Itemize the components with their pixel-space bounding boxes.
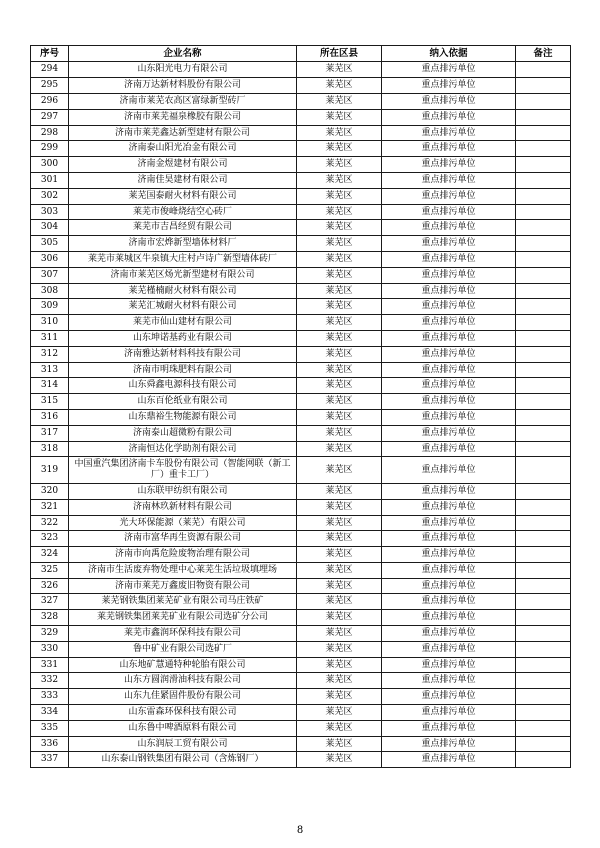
cell-inclusion-basis: 重点排污单位 [382,109,516,125]
cell-district: 莱芜区 [297,483,382,499]
cell-serial-number: 325 [31,562,69,578]
cell-company-name: 济南恒达化学助剂有限公司 [69,441,297,457]
cell-inclusion-basis: 重点排污单位 [382,362,516,378]
cell-inclusion-basis: 重点排污单位 [382,594,516,610]
cell-serial-number: 327 [31,594,69,610]
cell-inclusion-basis: 重点排污单位 [382,378,516,394]
cell-district: 莱芜区 [297,141,382,157]
cell-inclusion-basis: 重点排污单位 [382,78,516,94]
cell-inclusion-basis: 重点排污单位 [382,236,516,252]
cell-district: 莱芜区 [297,641,382,657]
cell-inclusion-basis: 重点排污单位 [382,267,516,283]
cell-district: 莱芜区 [297,457,382,484]
table-row [31,441,571,457]
cell-district: 莱芜区 [297,62,382,78]
cell-district: 莱芜区 [297,578,382,594]
cell-company-name: 济南市向禹危险废物治理有限公司 [69,547,297,563]
cell-company-name: 山东九佳紧固件股份有限公司 [69,689,297,705]
cell-remarks [516,62,571,78]
cell-inclusion-basis: 重点排污单位 [382,705,516,721]
cell-inclusion-basis: 重点排污单位 [382,330,516,346]
table-row [31,141,571,157]
cell-remarks [516,125,571,141]
cell-inclusion-basis: 重点排污单位 [382,562,516,578]
cell-remarks [516,531,571,547]
cell-remarks [516,236,571,252]
cell-company-name: 济南雅达新材料科技有限公司 [69,346,297,362]
cell-remarks [516,394,571,410]
table-row [31,425,571,441]
cell-inclusion-basis: 重点排污单位 [382,578,516,594]
cell-district: 莱芜区 [297,594,382,610]
cell-company-name: 山东雷森环保科技有限公司 [69,705,297,721]
cell-remarks [516,499,571,515]
cell-inclusion-basis: 重点排污单位 [382,299,516,315]
cell-remarks [516,93,571,109]
cell-remarks [516,362,571,378]
cell-district: 莱芜区 [297,346,382,362]
company-table-body [31,62,571,768]
cell-remarks [516,346,571,362]
header-company-name: 企业名称 [69,46,297,62]
table-row [31,299,571,315]
table-row [31,251,571,267]
table-row [31,236,571,252]
cell-company-name: 山东鲁中啤酒原料有限公司 [69,720,297,736]
cell-remarks [516,330,571,346]
cell-company-name: 莱芜国泰耐火材料有限公司 [69,188,297,204]
cell-company-name: 山东方圆润滑油科技有限公司 [69,673,297,689]
cell-company-name: 山东联甲纺织有限公司 [69,483,297,499]
cell-district: 莱芜区 [297,93,382,109]
header-row [31,46,571,62]
cell-serial-number: 333 [31,689,69,705]
table-row [31,78,571,94]
company-table-container [30,45,570,768]
cell-serial-number: 319 [31,457,69,484]
table-row [31,752,571,768]
cell-serial-number: 330 [31,641,69,657]
cell-serial-number: 335 [31,720,69,736]
cell-company-name: 济南市生活废弃物处理中心莱芜生活垃圾填埋场 [69,562,297,578]
cell-district: 莱芜区 [297,720,382,736]
table-row [31,220,571,236]
header-remarks: 备注 [516,46,571,62]
table-row [31,610,571,626]
cell-remarks [516,425,571,441]
cell-remarks [516,157,571,173]
cell-serial-number: 308 [31,283,69,299]
cell-inclusion-basis: 重点排污单位 [382,62,516,78]
cell-inclusion-basis: 重点排污单位 [382,346,516,362]
cell-remarks [516,483,571,499]
cell-serial-number: 297 [31,109,69,125]
cell-district: 莱芜区 [297,157,382,173]
cell-district: 莱芜区 [297,562,382,578]
cell-remarks [516,315,571,331]
cell-district: 莱芜区 [297,673,382,689]
cell-company-name: 光大环保能源（莱芜）有限公司 [69,515,297,531]
cell-serial-number: 332 [31,673,69,689]
cell-company-name: 山东鼎裕生物能源有限公司 [69,409,297,425]
cell-inclusion-basis: 重点排污单位 [382,752,516,768]
cell-serial-number: 326 [31,578,69,594]
cell-inclusion-basis: 重点排污单位 [382,283,516,299]
cell-serial-number: 337 [31,752,69,768]
cell-district: 莱芜区 [297,251,382,267]
table-row [31,720,571,736]
cell-district: 莱芜区 [297,378,382,394]
cell-serial-number: 336 [31,736,69,752]
table-row [31,499,571,515]
table-row [31,515,571,531]
table-row [31,409,571,425]
cell-remarks [516,378,571,394]
table-row [31,657,571,673]
cell-remarks [516,78,571,94]
cell-company-name: 山东阳光电力有限公司 [69,62,297,78]
cell-inclusion-basis: 重点排污单位 [382,673,516,689]
table-row [31,315,571,331]
table-row [31,562,571,578]
cell-inclusion-basis: 重点排污单位 [382,531,516,547]
cell-inclusion-basis: 重点排污单位 [382,499,516,515]
cell-serial-number: 309 [31,299,69,315]
table-row [31,483,571,499]
cell-company-name: 莱芜市吉昌经贸有限公司 [69,220,297,236]
cell-company-name: 济南林玖新材料有限公司 [69,499,297,515]
cell-remarks [516,457,571,484]
cell-serial-number: 334 [31,705,69,721]
table-header [31,46,571,62]
cell-serial-number: 323 [31,531,69,547]
cell-remarks [516,515,571,531]
cell-serial-number: 317 [31,425,69,441]
cell-company-name: 山东舜鑫电源科技有限公司 [69,378,297,394]
cell-serial-number: 316 [31,409,69,425]
cell-serial-number: 328 [31,610,69,626]
cell-remarks [516,594,571,610]
cell-remarks [516,562,571,578]
cell-district: 莱芜区 [297,547,382,563]
cell-serial-number: 306 [31,251,69,267]
cell-company-name: 莱芜市鑫润环保科技有限公司 [69,626,297,642]
table-row [31,346,571,362]
cell-serial-number: 302 [31,188,69,204]
cell-company-name: 济南市莱芜农高区富绿新型砖厂 [69,93,297,109]
cell-district: 莱芜区 [297,610,382,626]
cell-district: 莱芜区 [297,267,382,283]
table-row [31,578,571,594]
cell-inclusion-basis: 重点排污单位 [382,251,516,267]
cell-remarks [516,705,571,721]
cell-company-name: 山东泰山钢铁集团有限公司（含炼钢厂） [69,752,297,768]
table-row [31,378,571,394]
cell-inclusion-basis: 重点排污单位 [382,547,516,563]
cell-remarks [516,204,571,220]
cell-inclusion-basis: 重点排污单位 [382,315,516,331]
cell-district: 莱芜区 [297,626,382,642]
cell-remarks [516,109,571,125]
table-row [31,283,571,299]
cell-serial-number: 329 [31,626,69,642]
table-row [31,172,571,188]
cell-remarks [516,657,571,673]
cell-serial-number: 322 [31,515,69,531]
table-row [31,689,571,705]
cell-district: 莱芜区 [297,109,382,125]
cell-district: 莱芜区 [297,752,382,768]
cell-serial-number: 324 [31,547,69,563]
cell-serial-number: 303 [31,204,69,220]
cell-company-name: 济南佳昊建材有限公司 [69,172,297,188]
cell-company-name: 济南市宏烨新型墙体材料厂 [69,236,297,252]
cell-inclusion-basis: 重点排污单位 [382,626,516,642]
cell-company-name: 莱芜市仙山建材有限公司 [69,315,297,331]
table-row [31,457,571,484]
table-row [31,330,571,346]
table-row [31,705,571,721]
table-row [31,736,571,752]
cell-company-name: 济南市莱芜鑫达新型建材有限公司 [69,125,297,141]
table-row [31,62,571,78]
cell-district: 莱芜区 [297,362,382,378]
cell-district: 莱芜区 [297,330,382,346]
cell-company-name: 中国重汽集团济南卡车股份有限公司（智能网联（新工厂）重卡工厂） [69,457,297,484]
cell-serial-number: 310 [31,315,69,331]
cell-company-name: 济南市富华再生资源有限公司 [69,531,297,547]
table-row [31,204,571,220]
cell-company-name: 山东坤诺基药业有限公司 [69,330,297,346]
cell-district: 莱芜区 [297,441,382,457]
cell-company-name: 莱芜钢铁集团莱芜矿业有限公司选矿分公司 [69,610,297,626]
cell-inclusion-basis: 重点排污单位 [382,394,516,410]
cell-inclusion-basis: 重点排污单位 [382,515,516,531]
table-row [31,125,571,141]
cell-district: 莱芜区 [297,220,382,236]
cell-district: 莱芜区 [297,689,382,705]
cell-inclusion-basis: 重点排污单位 [382,188,516,204]
cell-inclusion-basis: 重点排污单位 [382,657,516,673]
cell-company-name: 济南市明珠肥料有限公司 [69,362,297,378]
cell-inclusion-basis: 重点排污单位 [382,425,516,441]
table-row [31,641,571,657]
cell-district: 莱芜区 [297,657,382,673]
cell-company-name: 山东地矿慧通特种轮胎有限公司 [69,657,297,673]
table-row [31,531,571,547]
cell-inclusion-basis: 重点排污单位 [382,457,516,484]
cell-company-name: 济南金煜建材有限公司 [69,157,297,173]
cell-company-name: 莱芜市莱城区牛泉镇大庄村卢诗广新型墙体砖厂 [69,251,297,267]
cell-serial-number: 312 [31,346,69,362]
cell-remarks [516,141,571,157]
table-row [31,362,571,378]
company-table [30,45,571,768]
table-row [31,93,571,109]
cell-company-name: 山东百伦纸业有限公司 [69,394,297,410]
cell-company-name: 莱芜槿楠耐火材料有限公司 [69,283,297,299]
cell-remarks [516,736,571,752]
cell-company-name: 济南市莱芜万鑫废旧物资有限公司 [69,578,297,594]
cell-inclusion-basis: 重点排污单位 [382,93,516,109]
cell-company-name: 莱芜汇城耐火材料有限公司 [69,299,297,315]
cell-district: 莱芜区 [297,299,382,315]
table-row [31,547,571,563]
cell-company-name: 山东润辰工贸有限公司 [69,736,297,752]
table-row [31,188,571,204]
cell-serial-number: 299 [31,141,69,157]
cell-district: 莱芜区 [297,515,382,531]
cell-company-name: 鲁中矿业有限公司选矿厂 [69,641,297,657]
page-number: 8 [296,825,304,836]
cell-inclusion-basis: 重点排污单位 [382,610,516,626]
cell-serial-number: 298 [31,125,69,141]
cell-district: 莱芜区 [297,204,382,220]
cell-serial-number: 320 [31,483,69,499]
cell-serial-number: 296 [31,93,69,109]
cell-serial-number: 295 [31,78,69,94]
cell-company-name: 济南市莱芜福泉橡胶有限公司 [69,109,297,125]
cell-inclusion-basis: 重点排污单位 [382,720,516,736]
table-row [31,594,571,610]
cell-district: 莱芜区 [297,78,382,94]
cell-company-name: 莱芜市俊峰烧结空心砖厂 [69,204,297,220]
table-row [31,157,571,173]
cell-inclusion-basis: 重点排污单位 [382,220,516,236]
cell-serial-number: 315 [31,394,69,410]
cell-remarks [516,283,571,299]
cell-inclusion-basis: 重点排污单位 [382,157,516,173]
cell-district: 莱芜区 [297,125,382,141]
cell-company-name: 济南泰山阳光冶金有限公司 [69,141,297,157]
cell-district: 莱芜区 [297,283,382,299]
cell-inclusion-basis: 重点排污单位 [382,125,516,141]
header-district: 所在区县 [297,46,382,62]
cell-district: 莱芜区 [297,499,382,515]
cell-district: 莱芜区 [297,736,382,752]
cell-inclusion-basis: 重点排污单位 [382,172,516,188]
cell-remarks [516,641,571,657]
cell-remarks [516,220,571,236]
cell-district: 莱芜区 [297,172,382,188]
cell-remarks [516,299,571,315]
cell-inclusion-basis: 重点排污单位 [382,689,516,705]
cell-inclusion-basis: 重点排污单位 [382,641,516,657]
table-row [31,109,571,125]
cell-remarks [516,689,571,705]
cell-serial-number: 304 [31,220,69,236]
cell-district: 莱芜区 [297,188,382,204]
table-row [31,267,571,283]
cell-inclusion-basis: 重点排污单位 [382,204,516,220]
cell-inclusion-basis: 重点排污单位 [382,441,516,457]
cell-serial-number: 305 [31,236,69,252]
cell-district: 莱芜区 [297,315,382,331]
table-row [31,673,571,689]
cell-remarks [516,720,571,736]
cell-serial-number: 307 [31,267,69,283]
table-row [31,626,571,642]
cell-remarks [516,626,571,642]
cell-remarks [516,578,571,594]
cell-inclusion-basis: 重点排污单位 [382,736,516,752]
cell-remarks [516,251,571,267]
cell-remarks [516,547,571,563]
cell-inclusion-basis: 重点排污单位 [382,409,516,425]
cell-district: 莱芜区 [297,705,382,721]
cell-district: 莱芜区 [297,531,382,547]
cell-serial-number: 313 [31,362,69,378]
cell-serial-number: 294 [31,62,69,78]
cell-remarks [516,409,571,425]
cell-remarks [516,610,571,626]
cell-inclusion-basis: 重点排污单位 [382,483,516,499]
cell-district: 莱芜区 [297,409,382,425]
cell-district: 莱芜区 [297,394,382,410]
header-inclusion-basis: 纳入依据 [382,46,516,62]
cell-district: 莱芜区 [297,236,382,252]
cell-serial-number: 331 [31,657,69,673]
cell-district: 莱芜区 [297,425,382,441]
cell-company-name: 济南万达新材料股份有限公司 [69,78,297,94]
cell-inclusion-basis: 重点排污单位 [382,141,516,157]
cell-company-name: 济南泰山超微粉有限公司 [69,425,297,441]
cell-remarks [516,673,571,689]
cell-remarks [516,267,571,283]
cell-serial-number: 314 [31,378,69,394]
header-serial-number: 序号 [31,46,69,62]
cell-remarks [516,188,571,204]
cell-remarks [516,441,571,457]
cell-remarks [516,752,571,768]
cell-serial-number: 318 [31,441,69,457]
cell-serial-number: 321 [31,499,69,515]
cell-company-name: 莱芜钢铁集团莱芜矿业有限公司马庄铁矿 [69,594,297,610]
cell-serial-number: 311 [31,330,69,346]
table-row [31,394,571,410]
cell-serial-number: 301 [31,172,69,188]
cell-remarks [516,172,571,188]
cell-serial-number: 300 [31,157,69,173]
cell-company-name: 济南市莱芜区炀光新型建材有限公司 [69,267,297,283]
